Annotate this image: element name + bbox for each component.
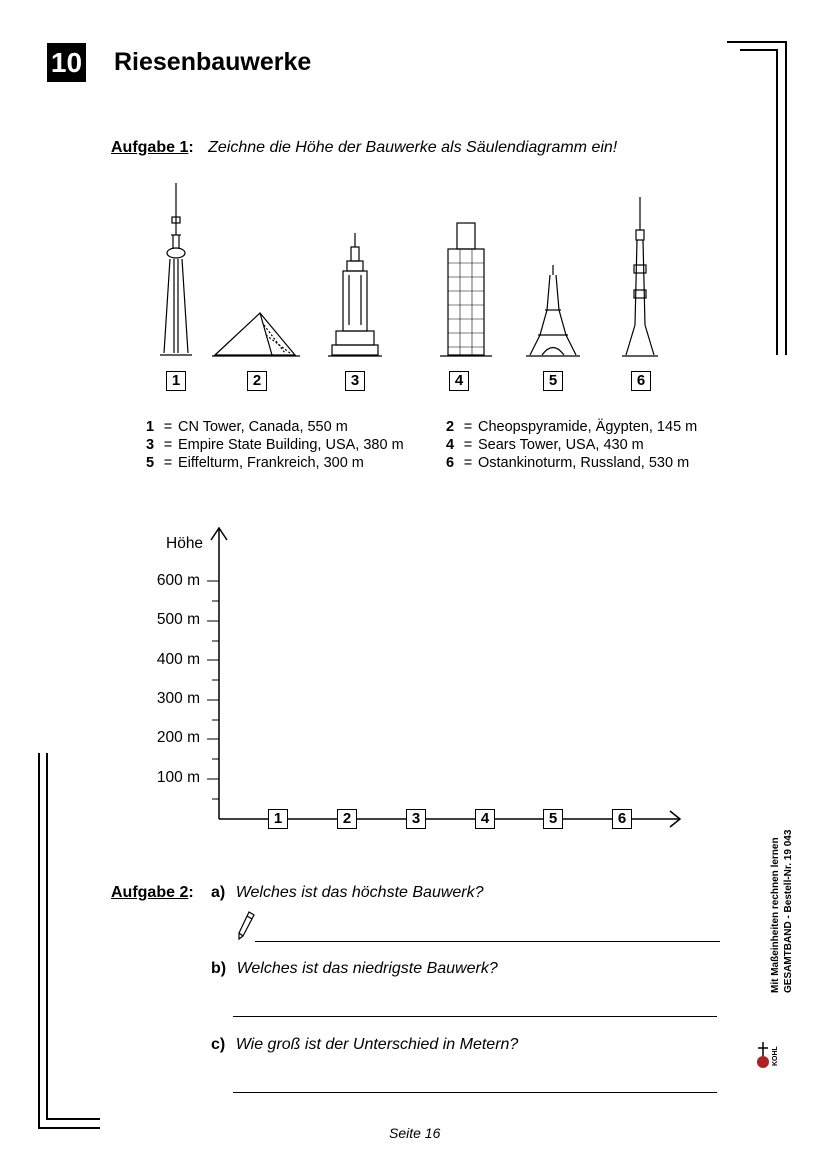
x-category-box: 2 bbox=[337, 809, 357, 829]
pencil-icon bbox=[236, 910, 256, 942]
question-a: a) Welches ist das höchste Bauwerk? bbox=[211, 884, 484, 901]
x-category-box: 3 bbox=[406, 809, 426, 829]
publisher-logo-icon bbox=[756, 1040, 770, 1070]
y-tick-label: 200 m bbox=[156, 729, 200, 746]
building-number-box: 6 bbox=[631, 371, 651, 391]
legend-item: 2 = Cheopspyramide, Ägypten, 145 m bbox=[446, 419, 698, 435]
x-category-box: 6 bbox=[612, 809, 632, 829]
legend-item: 6 = Ostankinoturm, Russland, 530 m bbox=[446, 455, 690, 471]
y-tick-label: 600 m bbox=[156, 572, 200, 589]
answer-line-a[interactable] bbox=[255, 941, 720, 942]
page-title: Riesenbauwerke bbox=[114, 48, 312, 76]
legend-item: 5 = Eiffelturm, Frankreich, 300 m bbox=[146, 455, 364, 471]
publisher-logo-text: KOHL bbox=[772, 1046, 779, 1066]
task2-colon: : bbox=[188, 884, 194, 901]
building-number-box: 4 bbox=[449, 371, 469, 391]
question-c: c) Wie groß ist der Unterschied in Metern? bbox=[211, 1036, 519, 1053]
y-tick-label: 500 m bbox=[156, 611, 200, 628]
building-number-box: 2 bbox=[247, 371, 267, 391]
task2-header bbox=[111, 884, 194, 902]
task1-colon: : bbox=[188, 139, 194, 156]
building-number-box: 3 bbox=[345, 371, 365, 391]
question-b: b) Welches ist das niedrigste Bauwerk? bbox=[211, 960, 498, 977]
x-category-box: 4 bbox=[475, 809, 495, 829]
building-number-box: 1 bbox=[166, 371, 186, 391]
y-tick-label: 100 m bbox=[156, 769, 200, 786]
answer-line-b[interactable] bbox=[233, 1016, 717, 1017]
x-category-box: 5 bbox=[543, 809, 563, 829]
task2-label: Aufgabe 2 bbox=[111, 884, 189, 901]
y-tick-label: 300 m bbox=[156, 690, 200, 707]
x-category-box: 1 bbox=[268, 809, 288, 829]
legend-item: 3 = Empire State Building, USA, 380 m bbox=[146, 437, 404, 453]
worksheet-number: 10 bbox=[47, 43, 86, 82]
answer-line-c[interactable] bbox=[233, 1092, 717, 1093]
task1-instruction: Zeichne die Höhe der Bauwerke als Säulendiagramm ein! bbox=[208, 139, 618, 156]
sidebar-order-number: GESAMTBAND - Bestell-Nr. 19 043 bbox=[783, 829, 794, 993]
sidebar-series-title: Mit Maßeinheiten rechnen lernen bbox=[770, 837, 781, 993]
task1-label: Aufgabe 1 bbox=[111, 139, 189, 156]
legend-item: 1 = CN Tower, Canada, 550 m bbox=[146, 419, 348, 435]
y-axis-title: Höhe bbox=[166, 535, 204, 552]
legend-item: 4 = Sears Tower, USA, 430 m bbox=[446, 437, 644, 453]
y-tick-label: 400 m bbox=[156, 651, 200, 668]
page-number: Seite 16 bbox=[389, 1125, 441, 1141]
building-number-box: 5 bbox=[543, 371, 563, 391]
